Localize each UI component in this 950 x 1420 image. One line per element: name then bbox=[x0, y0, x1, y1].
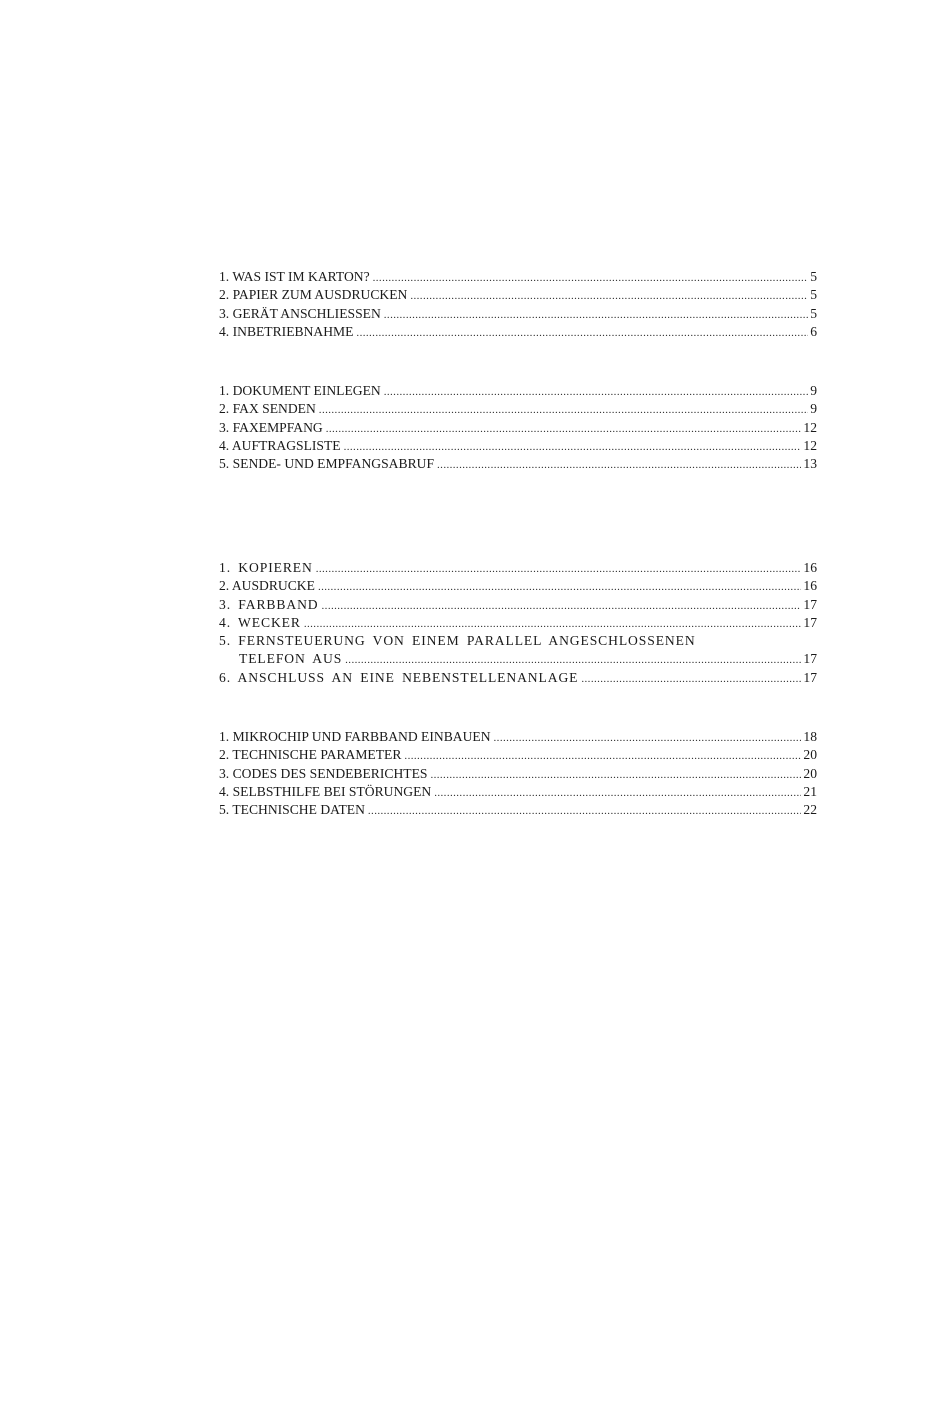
dot-leader bbox=[345, 651, 801, 669]
toc-entry-label: 3. FARBBAND bbox=[219, 596, 319, 612]
toc-entry-label: TELEFON AUS bbox=[239, 651, 343, 667]
toc-entry[interactable] bbox=[219, 801, 817, 819]
toc-entry-label: 5. TECHNISCHE DATEN bbox=[219, 802, 365, 818]
toc-entry-label: 4. AUFTRAGSLISTE bbox=[219, 437, 341, 453]
toc-entry-label: 4. INBETRIEBNAHME bbox=[219, 323, 354, 339]
toc-section-4 bbox=[219, 728, 817, 819]
dot-leader bbox=[356, 324, 808, 342]
toc-entry[interactable] bbox=[219, 382, 817, 400]
toc-entry-label: 1. KOPIEREN bbox=[219, 560, 313, 575]
toc-entry-continuation[interactable] bbox=[219, 650, 817, 668]
toc-entry[interactable] bbox=[219, 669, 817, 687]
toc-entry-page: 17 bbox=[803, 669, 817, 685]
toc-entry-label: 1. DOKUMENT EINLEGEN bbox=[219, 383, 381, 398]
toc-entry-label: 3. FAXEMPFANG bbox=[219, 419, 323, 435]
toc-section-3 bbox=[219, 559, 817, 687]
toc-entry[interactable] bbox=[219, 286, 817, 304]
toc-entry[interactable] bbox=[219, 419, 817, 437]
toc-entry[interactable] bbox=[219, 305, 817, 323]
dot-leader bbox=[322, 597, 802, 615]
toc-entry[interactable] bbox=[219, 323, 817, 341]
dot-leader bbox=[318, 578, 801, 596]
dot-leader bbox=[437, 456, 801, 474]
toc-entry[interactable] bbox=[219, 765, 817, 783]
toc-entry-page: 17 bbox=[803, 651, 817, 667]
dot-leader bbox=[319, 401, 808, 419]
toc-entry[interactable] bbox=[219, 559, 817, 577]
toc-entry-page: 12 bbox=[803, 437, 817, 453]
toc-entry-page: 5 bbox=[810, 269, 817, 284]
toc-entry-label: 5. SENDE- UND EMPFANGSABRUF bbox=[219, 456, 435, 472]
toc-entry-label: 2. PAPIER ZUM AUSDRUCKEN bbox=[219, 287, 408, 303]
toc-entry-label: 3. GERÄT ANSCHLIESSEN bbox=[219, 305, 381, 321]
toc-entry-label: 5. FERNSTEUERUNG VON EINEM PARALLEL ANGESCHLOSSENEN bbox=[219, 633, 696, 649]
toc-entry[interactable] bbox=[219, 632, 817, 650]
toc-entry-label: 4. WECKER bbox=[219, 614, 301, 630]
toc-entry[interactable] bbox=[219, 268, 817, 286]
toc-entry-page: 21 bbox=[803, 783, 817, 799]
dot-leader bbox=[316, 560, 802, 578]
toc-entry-page: 20 bbox=[803, 747, 817, 763]
toc-entry-page: 22 bbox=[803, 802, 817, 818]
toc-entry[interactable] bbox=[219, 596, 817, 614]
toc-entry-page: 18 bbox=[803, 729, 817, 744]
toc-entry-page: 9 bbox=[810, 401, 817, 417]
toc-entry-label: 1. MIKROCHIP UND FARBBAND EINBAUEN bbox=[219, 729, 491, 744]
toc-entry-label: 2. FAX SENDEN bbox=[219, 401, 316, 417]
toc-entry[interactable] bbox=[219, 437, 817, 455]
toc-entry[interactable] bbox=[219, 728, 817, 746]
dot-leader bbox=[326, 420, 802, 438]
toc-entry-page: 5 bbox=[810, 305, 817, 321]
dot-leader bbox=[581, 670, 801, 688]
toc-entry[interactable] bbox=[219, 614, 817, 632]
toc-entry[interactable] bbox=[219, 455, 817, 473]
toc-entry-label: 4. SELBSTHILFE BEI STÖRUNGEN bbox=[219, 783, 432, 799]
dot-leader bbox=[384, 306, 808, 324]
toc-entry-page: 6 bbox=[810, 323, 817, 339]
dot-leader bbox=[404, 747, 801, 765]
toc-entry[interactable] bbox=[219, 577, 817, 595]
toc-entry-page: 17 bbox=[803, 596, 817, 612]
toc-entry-page: 16 bbox=[803, 578, 817, 594]
dot-leader bbox=[304, 615, 802, 633]
toc-entry-label: 2. AUSDRUCKE bbox=[219, 578, 315, 594]
toc-entry-page: 12 bbox=[803, 419, 817, 435]
dot-leader bbox=[373, 269, 809, 287]
toc-entry-page: 5 bbox=[810, 287, 817, 303]
toc-section-2 bbox=[219, 382, 817, 473]
dot-leader bbox=[384, 383, 808, 401]
dot-leader bbox=[430, 766, 801, 784]
toc-entry-label: 6. ANSCHLUSS AN EINE NEBENSTELLENANLAGE bbox=[219, 669, 579, 685]
toc-entry-page: 13 bbox=[803, 456, 817, 472]
toc-entry[interactable] bbox=[219, 400, 817, 418]
toc-entry-page: 16 bbox=[803, 560, 817, 575]
toc-entry-page: 20 bbox=[803, 765, 817, 781]
dot-leader bbox=[434, 784, 801, 802]
dot-leader bbox=[494, 729, 802, 747]
toc-section-1 bbox=[219, 268, 817, 341]
dot-leader bbox=[344, 438, 802, 456]
dot-leader bbox=[410, 287, 808, 305]
toc-entry[interactable] bbox=[219, 746, 817, 764]
toc-entry-label: 1. WAS IST IM KARTON? bbox=[219, 269, 370, 284]
toc-entry-page: 9 bbox=[810, 383, 817, 398]
toc-entry-label: 3. CODES DES SENDEBERICHTES bbox=[219, 765, 428, 781]
toc-entry-label: 2. TECHNISCHE PARAMETER bbox=[219, 747, 402, 763]
dot-leader bbox=[368, 802, 802, 820]
toc-entry-page: 17 bbox=[803, 614, 817, 630]
toc-entry[interactable] bbox=[219, 783, 817, 801]
